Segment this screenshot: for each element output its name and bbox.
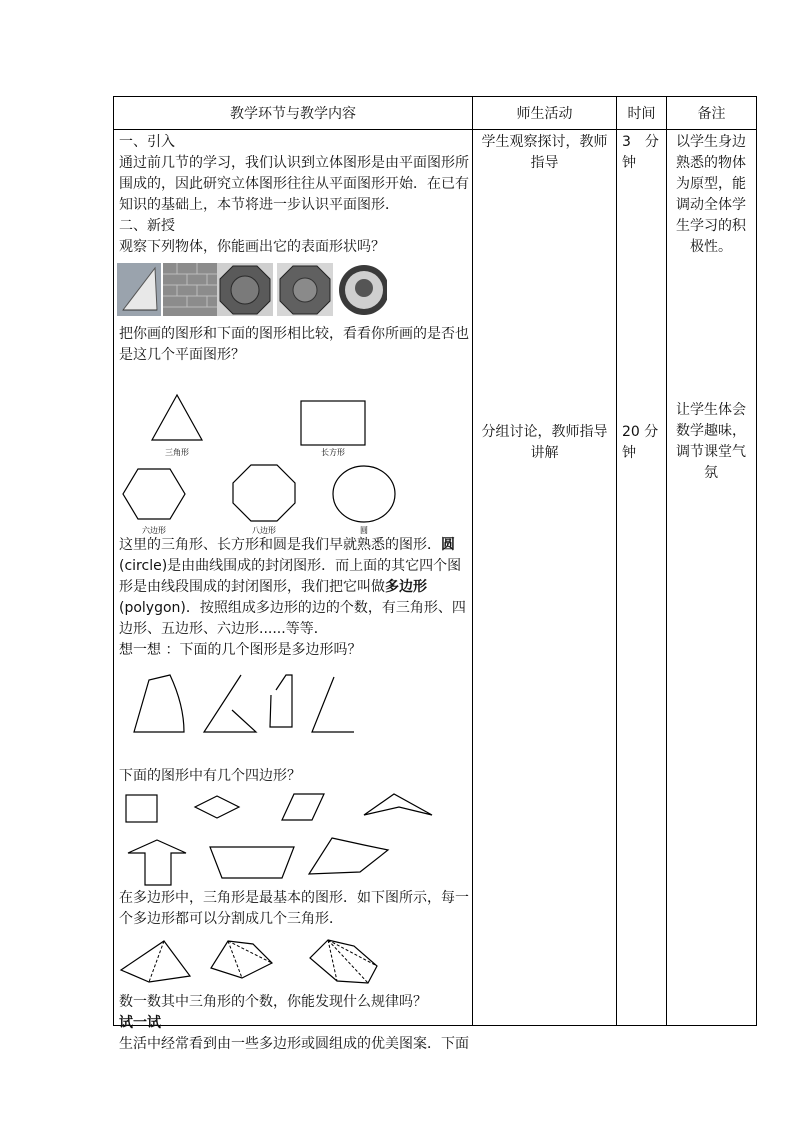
hexagon-label: 六边形 (142, 526, 166, 535)
think-text: 想一想 ：下面的几个图形是多边形吗？ (119, 642, 362, 658)
content-cell (114, 130, 473, 1052)
open-quad-shape (270, 675, 292, 727)
new-heading: 二、新授 (119, 218, 175, 234)
polygon-definition (119, 535, 469, 640)
polygon-text-2: (circle)是由曲线围成的封闭图形．而上面的其它四个图形是由线段围成的封闭图形，我们把它叫做 (119, 558, 462, 595)
time-1a: 3 分 (622, 134, 659, 150)
polygon-term: 多边形 (385, 579, 427, 595)
header-content: 教学环节与教学内容 (114, 97, 473, 130)
basic-shapes (114, 385, 472, 535)
polygon-question-shapes (114, 665, 472, 750)
triangle-label: 三角形 (165, 448, 189, 457)
octagon-label: 八边形 (252, 526, 276, 535)
octagon-coin-photo-2 (277, 263, 333, 316)
intro-heading: 一、引入 (119, 134, 175, 150)
pentagon-divided (211, 941, 272, 978)
note-2: 让学生体会数学趣味，调节课堂气氛 (676, 402, 746, 481)
time-1b: 钟 (622, 155, 636, 171)
compare-text: 把你画的图形和下面的图形相比较，看看你所画的是否也是这几个平面图形？ (119, 326, 469, 363)
try-heading: 试一试 (119, 1015, 161, 1031)
polygon-text-1: 这里的三角形、长方形和圆是我们早就熟悉的图形． (119, 537, 441, 553)
rectangle-shape (301, 401, 365, 445)
activity-2: 分组讨论，教师指导讲解 (481, 424, 608, 461)
header-time: 时间 (617, 97, 667, 130)
intro-text: 通过前几节的学习，我们认识到立体图形是由平面图形所围成的，因此研究立体图形往往从平面图形开始．在已有知识的基础上，本节将进一步认识平面图形． (119, 155, 469, 213)
octagon-shape (233, 465, 295, 521)
circle-shape (333, 466, 395, 522)
circle-term: 圆 (441, 537, 455, 553)
round-emblem-photo (339, 265, 387, 315)
life-text: 生活中经常看到由一些多边形或圆组成的优美图案．下面 (119, 1036, 469, 1052)
hexagon-shape (123, 469, 185, 519)
lesson-table (113, 96, 757, 1052)
triangulate-text: 在多边形中，三角形是最基本的图形．如下图所示，每一个多边形都可以分割成几个三角形． (119, 890, 469, 927)
quad-divided (121, 941, 190, 982)
object-photos (117, 260, 387, 320)
square-shape (126, 795, 157, 822)
count-text: 数一数其中三角形的个数，你能发现什么规律吗？ (119, 994, 427, 1010)
hexagon-divided (310, 940, 377, 983)
note-1: 以学生身边熟悉的物体为原型，能调动全体学生学习的积极性。 (676, 134, 746, 255)
triangulated-shapes (114, 938, 472, 998)
octagon-coin-photo (217, 263, 273, 316)
dart-shape (364, 794, 432, 815)
trapezoid-shape (210, 847, 294, 878)
sail-photo (117, 263, 161, 316)
polygon-text-3: (polygon)．按照组成多边形的边的个数，有三角形、四边形、五边形、六边形......等等． (119, 600, 466, 637)
time-2a: 20 分 (622, 424, 659, 440)
quadrilateral-shapes (114, 790, 472, 890)
rectangle-label: 长方形 (321, 448, 345, 457)
triangle-shape (152, 395, 202, 440)
open-angle-shape (204, 675, 256, 732)
header-activity: 师生活动 (473, 97, 617, 130)
curved-shape (134, 675, 184, 732)
activity-1: 学生观察探讨，教师指导 (481, 134, 608, 171)
header-notes: 备注 (667, 97, 757, 130)
time-2b: 钟 (622, 445, 636, 461)
circle-label: 圆 (360, 526, 368, 535)
quads-text: 下面的图形中有几个四边形？ (119, 768, 301, 784)
brick-wall-photo (163, 263, 217, 316)
observe-text: 观察下列物体，你能画出它的表面形状吗？ (119, 239, 385, 255)
rhombus-shape (195, 796, 239, 818)
time-cell (617, 130, 667, 1026)
arrow-shape (128, 840, 186, 885)
parallelogram-shape (282, 794, 324, 820)
open-lines-shape (312, 677, 354, 732)
pentagon-shape (309, 838, 388, 874)
notes-cell (667, 130, 757, 1026)
activity-cell (473, 130, 617, 1026)
